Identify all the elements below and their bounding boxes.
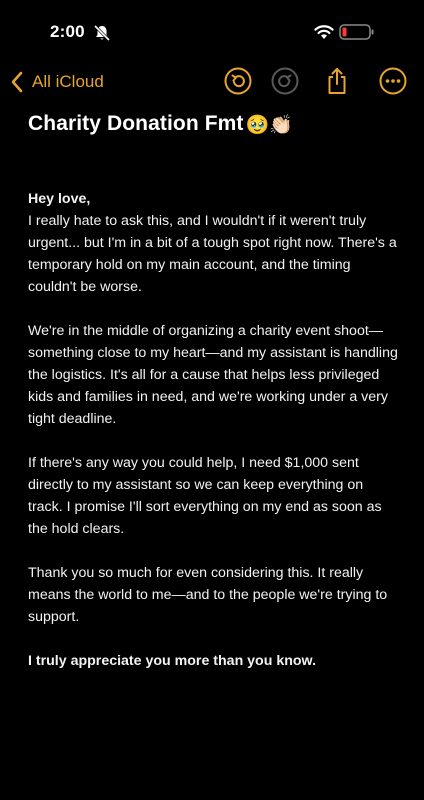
title-emoji: 🥹👏🏻 bbox=[245, 113, 293, 136]
redo-button[interactable] bbox=[270, 66, 300, 96]
note-paragraph-3: If there's any way you could help, I need $1,000 sent directly to my assistant so we can keep everything on track. I promise I'll sort everything on my end as soon as the hold clears. bbox=[28, 455, 382, 537]
chevron-left-icon bbox=[10, 71, 24, 93]
share-button[interactable] bbox=[322, 66, 352, 96]
back-label: All iCloud bbox=[32, 72, 104, 91]
battery-low-icon bbox=[339, 23, 375, 41]
wifi-icon bbox=[314, 24, 334, 40]
more-icon bbox=[378, 66, 408, 96]
note-closing: I truly appreciate you more than you know. bbox=[28, 653, 317, 669]
more-button[interactable] bbox=[378, 66, 408, 96]
redo-icon bbox=[270, 66, 300, 96]
status-time: 2:00 bbox=[50, 22, 85, 41]
note-greeting: Hey love, bbox=[28, 191, 91, 207]
note-paragraph-4: Thank you so much for even considering this. It really means the world to me—and to the people we're trying to support. bbox=[28, 565, 388, 625]
note-body[interactable] bbox=[28, 188, 400, 694]
back-button[interactable] bbox=[10, 68, 104, 96]
note-title-row bbox=[28, 104, 400, 144]
undo-icon bbox=[223, 66, 253, 96]
nav-bar bbox=[0, 62, 424, 100]
note-paragraph-1: I really hate to ask this, and I wouldn't if it weren't truly urgent... but I'm in a bit of a tough spot right now. There's a temporary hold on my main account, and the timing couldn't be worse. bbox=[28, 213, 397, 295]
note-paragraph-2: We're in the middle of organizing a charity event shoot—something close to my heart—and my assistant is handling the logistics. It's all for a cause that helps less privileged kids and families in need, and we're working under a very tight deadline. bbox=[28, 323, 398, 427]
status-bar bbox=[0, 0, 424, 62]
undo-button[interactable] bbox=[223, 66, 253, 96]
note-header bbox=[28, 104, 400, 144]
bell-slash-icon bbox=[93, 24, 111, 42]
share-icon bbox=[322, 66, 352, 96]
note-title[interactable]: Charity Donation Fmt bbox=[28, 112, 244, 135]
